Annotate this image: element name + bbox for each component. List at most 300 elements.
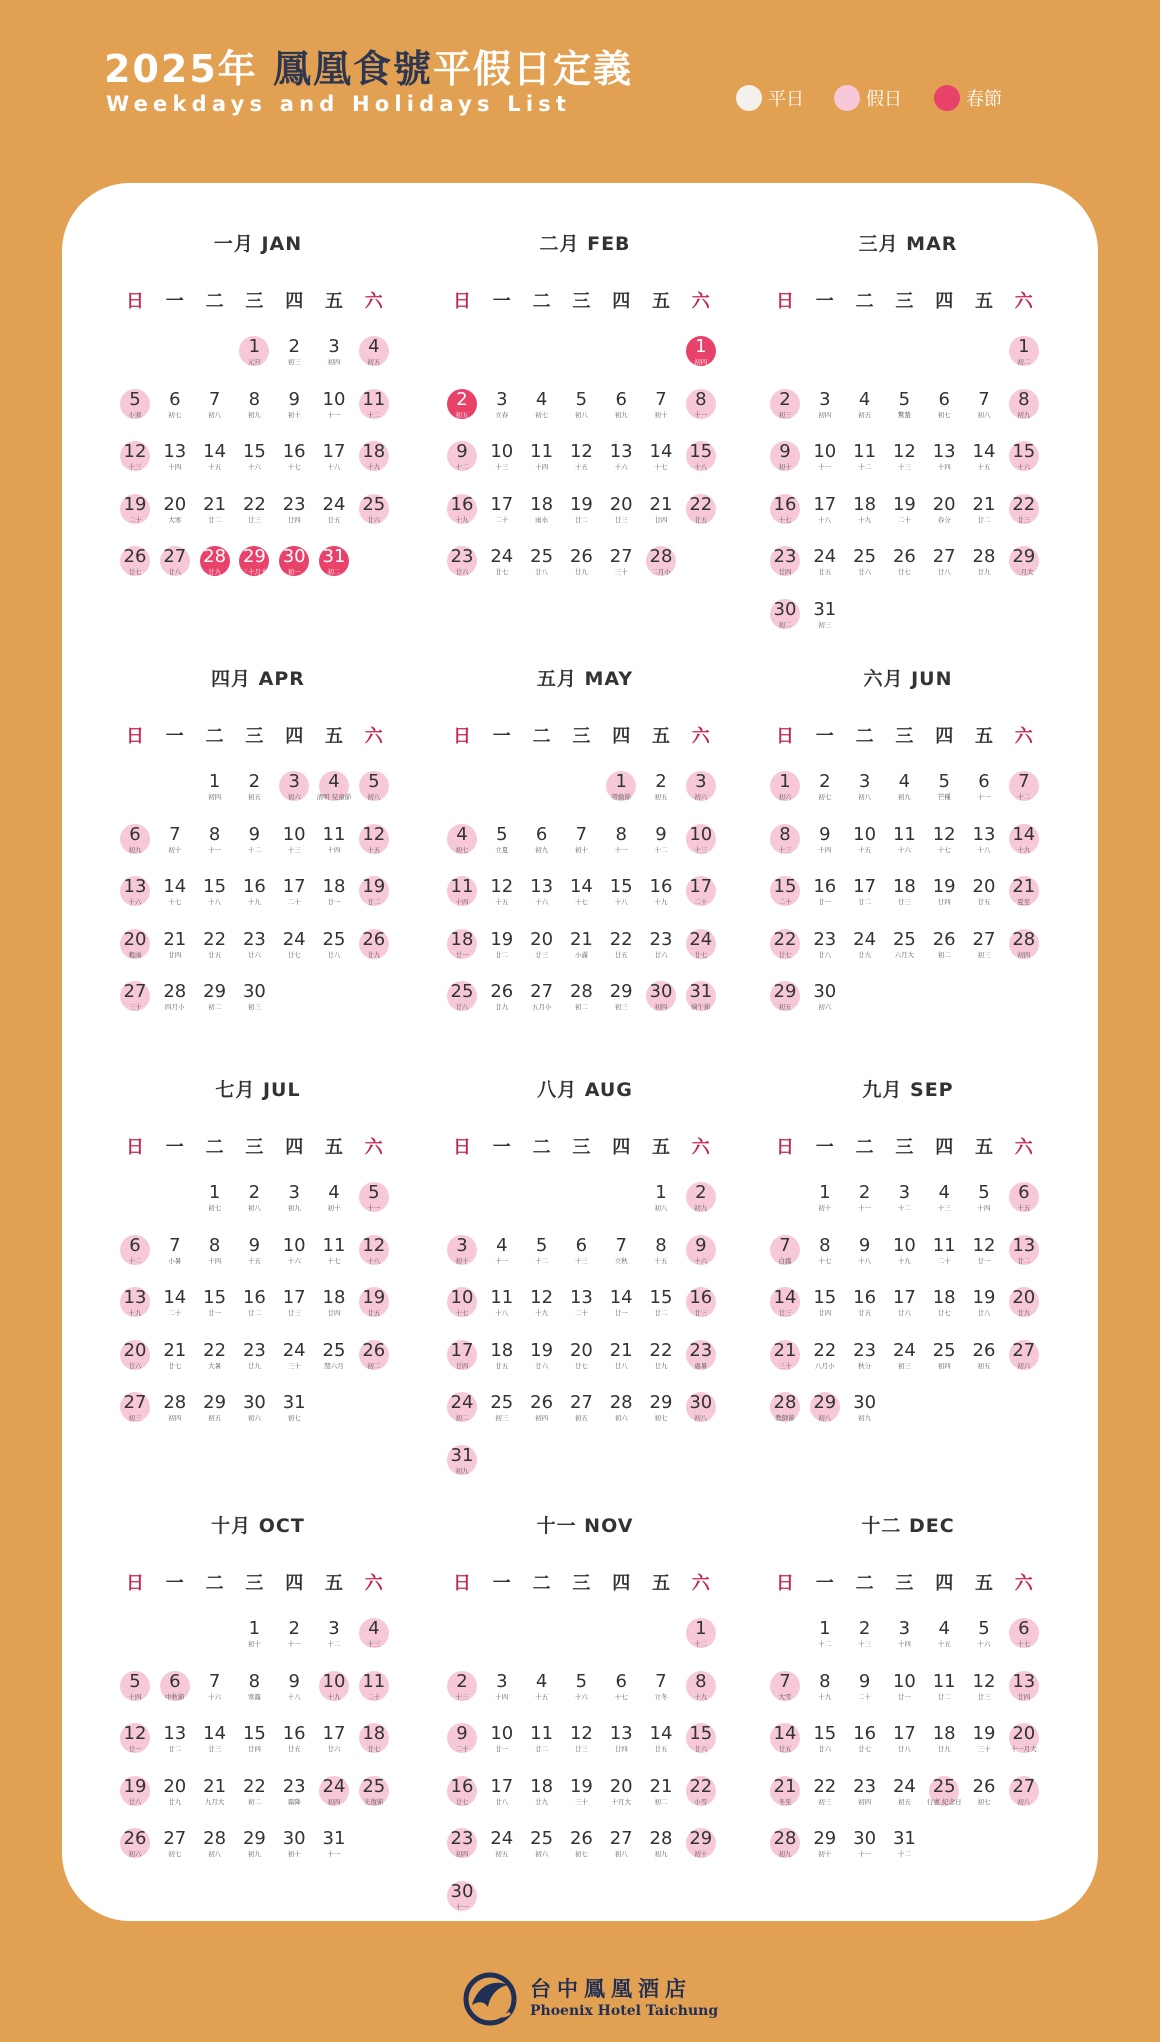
page-subtitle: Weekdays and Holidays List: [106, 92, 572, 116]
day-cell: [684, 1617, 718, 1651]
lunar-date: 初八: [654, 1204, 668, 1212]
day-cell: [118, 1670, 152, 1704]
day-number: 27: [609, 1828, 633, 1849]
day-number: 13: [530, 876, 554, 897]
day-cell: [927, 440, 961, 474]
day-number: 23: [689, 1339, 713, 1361]
lunar-date: 廿八: [327, 950, 341, 959]
day-cell: [277, 545, 311, 579]
day-cell: [564, 875, 598, 909]
lunar-date: 十八: [694, 463, 708, 471]
day-number: 29: [813, 1828, 837, 1849]
lunar-date: 十九: [128, 1309, 142, 1317]
day-cell: [967, 823, 1001, 857]
day-number: 17: [282, 1287, 306, 1308]
day-cell: [808, 1234, 842, 1268]
day-number: 7: [575, 823, 588, 845]
lunar-date: 十一月大: [1010, 1745, 1037, 1753]
day-cell: [604, 875, 638, 909]
lunar-date: 廿四: [778, 568, 792, 576]
day-number: 1: [819, 1618, 831, 1639]
lunar-date: 廿六: [128, 1361, 142, 1370]
day-number: 12: [972, 1670, 996, 1692]
day-cell: [927, 1181, 961, 1215]
day-number: 21: [163, 1339, 187, 1361]
day-number: 12: [932, 823, 956, 845]
lunar-date: 初六: [614, 1414, 628, 1422]
day-cell: [808, 493, 842, 527]
day-number: 4: [535, 388, 548, 410]
day-cell: [445, 440, 479, 474]
lunar-date: 廿九: [858, 950, 872, 959]
day-cell: [808, 545, 842, 579]
day-number: 16: [282, 1723, 306, 1744]
day-cell: [887, 545, 921, 579]
lunar-date: 廿三: [778, 1309, 792, 1317]
day-cell: [118, 1775, 152, 1809]
lunar-date: 初九: [535, 845, 549, 854]
day-number: 23: [813, 928, 837, 950]
day-cell: [357, 1670, 391, 1704]
day-cell: [317, 1181, 351, 1215]
day-cell: [684, 1286, 718, 1320]
day-cell: [118, 1391, 152, 1425]
day-cell: [118, 1286, 152, 1320]
weekday-label: 六: [691, 1137, 710, 1158]
day-cell: [887, 1286, 921, 1320]
weekday-label: 四: [612, 291, 631, 312]
day-number: 28: [569, 981, 593, 1002]
day-number: 28: [649, 546, 673, 567]
lunar-date: 初五: [208, 1414, 222, 1422]
day-cell: [644, 1670, 678, 1704]
lunar-date: 十七: [327, 1256, 341, 1265]
lunar-date: 十三: [937, 1204, 951, 1212]
lunar-date: 十七: [455, 1309, 469, 1317]
lunar-date: 十三: [367, 1640, 381, 1648]
weekday-label: 一: [492, 726, 511, 747]
day-number: 7: [169, 823, 181, 845]
lunar-date: 廿八: [455, 1003, 469, 1011]
phoenix-logo-icon: [458, 1965, 522, 2029]
lunar-date: 初六: [778, 793, 792, 801]
lunar-date: 廿三: [247, 515, 261, 524]
day-cell: [1007, 440, 1041, 474]
day-number: 2: [456, 388, 468, 410]
lunar-date: 初六: [694, 793, 708, 801]
weekday-label: 四: [612, 1137, 631, 1158]
lunar-date: 廿八: [128, 1797, 142, 1806]
lunar-date: 十二: [455, 463, 469, 471]
day-number: 10: [322, 1670, 346, 1692]
day-number: 8: [695, 388, 707, 410]
day-number: 13: [972, 823, 996, 845]
day-number: 1: [819, 1182, 831, 1203]
day-cell: [198, 928, 232, 962]
day-number: 19: [892, 493, 916, 515]
day-number: 12: [490, 876, 514, 897]
weekday-label: 二: [205, 291, 224, 312]
day-number: 15: [689, 1723, 713, 1744]
day-number: 3: [288, 1182, 300, 1203]
day-number: 18: [932, 1723, 956, 1744]
lunar-date: 初九: [778, 1850, 792, 1858]
weekday-label: 日: [776, 726, 794, 747]
lunar-date: 廿一: [614, 1309, 628, 1317]
month-block: [449, 205, 721, 625]
day-number: 15: [813, 1287, 837, 1308]
day-cell: [525, 980, 559, 1014]
day-cell: [277, 928, 311, 962]
lunar-date: 廿一: [128, 1745, 142, 1753]
weekday-label: 三: [245, 291, 264, 312]
month-title: 四月 APR: [211, 668, 305, 690]
day-number: 9: [248, 1234, 261, 1256]
day-number: 18: [892, 876, 916, 897]
day-cell: [564, 980, 598, 1014]
day-number: 24: [892, 1339, 916, 1361]
day-number: 17: [689, 876, 713, 897]
lunar-date: 初七: [535, 410, 549, 419]
day-cell: [277, 1617, 311, 1651]
day-number: 4: [328, 771, 340, 792]
lunar-date: 十九: [367, 463, 381, 471]
day-number: 13: [163, 1723, 187, 1744]
title-rest: 平假日定義: [433, 47, 634, 91]
lunar-date: 十二: [818, 1640, 832, 1648]
weekday-label: 日: [126, 726, 144, 747]
day-cell: [808, 1286, 842, 1320]
day-cell: [644, 1181, 678, 1215]
lunar-date: 三十: [614, 568, 628, 576]
lunar-date: 二十: [455, 1745, 469, 1753]
lunar-date: 二十: [937, 1256, 951, 1265]
weekday-label: 六: [364, 1137, 383, 1158]
day-number: 14: [773, 1723, 797, 1744]
day-number: 7: [208, 388, 221, 410]
weekday-label: 日: [453, 726, 471, 747]
lunar-date: 二十: [128, 515, 142, 524]
day-number: 11: [932, 1670, 956, 1692]
day-number: 25: [450, 981, 474, 1002]
lunar-date: 十九: [654, 898, 668, 906]
day-number: 1: [208, 1182, 221, 1203]
day-cell: [237, 1670, 271, 1704]
lunar-date: 二十: [778, 898, 792, 906]
day-cell: [564, 1391, 598, 1425]
day-cell: [927, 1234, 961, 1268]
month-title: 一月 JAN: [213, 233, 303, 255]
day-cell: [644, 440, 678, 474]
weekday-label: 四: [285, 1573, 304, 1594]
day-number: 21: [203, 493, 227, 515]
day-cell: [525, 545, 559, 579]
day-cell: [808, 980, 842, 1014]
day-number: 22: [649, 1339, 673, 1361]
day-number: 25: [362, 493, 386, 515]
lunar-date: 元旦: [247, 358, 261, 366]
day-cell: [277, 1286, 311, 1320]
day-number: 15: [689, 441, 713, 462]
lunar-date: 初九: [897, 793, 911, 801]
day-number: 9: [655, 823, 667, 845]
day-number: 18: [362, 441, 386, 462]
day-cell: [198, 440, 232, 474]
lunar-date: 初九: [287, 1204, 301, 1212]
day-cell: [198, 1181, 232, 1215]
day-number: 16: [450, 493, 474, 515]
lunar-date: 十五: [858, 845, 872, 854]
day-cell: [808, 1617, 842, 1651]
lunar-date: 勞動節: [611, 793, 631, 801]
lunar-date: 霜降: [287, 1797, 301, 1806]
weekday-label: 三: [572, 1573, 591, 1594]
day-cell: [158, 1234, 192, 1268]
day-cell: [768, 1722, 802, 1756]
day-number: 12: [123, 441, 147, 462]
day-cell: [848, 1775, 882, 1809]
lunar-date: 初三: [897, 1361, 911, 1370]
day-number: 13: [123, 876, 147, 897]
lunar-date: 初五: [574, 1414, 588, 1422]
day-number: 18: [450, 928, 474, 950]
lunar-date: 十三: [495, 463, 509, 471]
day-cell: [158, 493, 192, 527]
day-cell: [357, 1286, 391, 1320]
lunar-date: 初十: [654, 410, 668, 419]
day-number: 22: [1012, 493, 1036, 515]
day-number: 30: [282, 546, 306, 567]
day-cell: [158, 928, 192, 962]
lunar-date: 廿五: [287, 1745, 301, 1753]
day-number: 26: [972, 1775, 996, 1797]
lunar-date: 初四: [455, 1850, 469, 1858]
day-cell: [768, 440, 802, 474]
day-number: 14: [203, 441, 227, 462]
day-cell: [445, 388, 479, 422]
weekday-label: 三: [895, 726, 914, 747]
lunar-date: 初十: [168, 845, 182, 854]
day-number: 2: [779, 388, 791, 410]
weekday-label: 四: [612, 726, 631, 747]
day-cell: [848, 770, 882, 804]
day-number: 28: [203, 1828, 227, 1849]
weekday-label: 三: [245, 726, 264, 747]
lunar-date: 廿五: [208, 950, 222, 959]
day-cell: [485, 388, 519, 422]
day-cell: [887, 493, 921, 527]
lunar-date: 十七: [937, 845, 951, 854]
day-number: 6: [1018, 1618, 1030, 1639]
lunar-date: 二十: [694, 898, 708, 906]
lunar-date: 初六: [128, 1850, 142, 1858]
lunar-date: 十三: [455, 1692, 469, 1701]
day-number: 12: [362, 823, 386, 845]
weekday-label: 一: [492, 1573, 511, 1594]
day-number: 30: [450, 1880, 474, 1902]
lunar-date: 廿六: [367, 515, 381, 524]
day-cell: [604, 980, 638, 1014]
day-cell: [768, 493, 802, 527]
day-number: 6: [129, 823, 141, 845]
day-number: 29: [813, 1392, 837, 1413]
month-block: [122, 1051, 394, 1471]
day-cell: [317, 1670, 351, 1704]
lunar-date: 十二: [247, 845, 261, 854]
day-number: 31: [450, 1444, 474, 1466]
day-cell: [768, 770, 802, 804]
day-cell: [564, 1286, 598, 1320]
lunar-date: 十七: [614, 1692, 628, 1701]
day-number: 10: [282, 823, 306, 845]
lunar-date: 初四: [858, 1797, 872, 1806]
day-number: 14: [569, 876, 593, 897]
lunar-date: 十九: [858, 515, 872, 524]
day-cell: [445, 1827, 479, 1861]
day-cell: [644, 493, 678, 527]
day-cell: [967, 928, 1001, 962]
day-cell: [485, 823, 519, 857]
lunar-date: 初八: [694, 1414, 708, 1422]
day-number: 21: [649, 1775, 673, 1797]
lunar-date: 初七: [977, 1797, 991, 1806]
hotel-name-en: Phoenix Hotel Taichung: [530, 2003, 719, 2019]
day-cell: [237, 823, 271, 857]
day-cell: [357, 823, 391, 857]
lunar-date: 廿五: [977, 898, 991, 906]
day-cell: [277, 1234, 311, 1268]
day-number: 26: [490, 981, 514, 1002]
lunar-date: 二十: [897, 515, 911, 524]
lunar-date: 初八: [977, 410, 991, 419]
lunar-date: 十八: [287, 1692, 301, 1701]
lunar-date: 十三: [128, 463, 142, 471]
day-number: 24: [853, 928, 877, 950]
day-cell: [317, 1775, 351, 1809]
day-number: 20: [1012, 1723, 1036, 1744]
day-number: 23: [853, 1775, 877, 1797]
day-number: 10: [450, 1287, 474, 1308]
day-number: 9: [858, 1670, 871, 1692]
day-cell: [768, 1827, 802, 1861]
day-number: 27: [530, 981, 554, 1002]
lunar-date: 初七: [208, 1204, 222, 1212]
day-number: 19: [569, 1775, 593, 1797]
day-cell: [887, 770, 921, 804]
weekday-label: 六: [691, 291, 710, 312]
weekday-label: 三: [895, 291, 914, 312]
lunar-date: 廿六: [535, 1361, 549, 1370]
day-cell: [277, 1827, 311, 1861]
day-number: 9: [779, 441, 791, 462]
lunar-date: 十七: [818, 1256, 832, 1265]
day-cell: [198, 1286, 232, 1320]
lunar-date: 廿五: [367, 1309, 381, 1317]
month-title: 六月 JUN: [863, 668, 953, 690]
day-cell: [644, 1286, 678, 1320]
day-cell: [525, 823, 559, 857]
lunar-date: 初二: [778, 620, 792, 629]
weekday-label: 日: [126, 1573, 144, 1594]
day-number: 22: [813, 1339, 837, 1361]
lunar-date: 九月大: [204, 1797, 225, 1806]
day-number: 25: [853, 546, 877, 567]
lunar-date: 初八: [367, 793, 381, 801]
lunar-date: 初二: [1017, 358, 1031, 366]
day-number: 14: [163, 1287, 187, 1308]
weekday-label: 日: [453, 1137, 471, 1158]
day-number: 13: [569, 1287, 593, 1308]
day-cell: [808, 1722, 842, 1756]
lunar-date: 廿二: [208, 515, 222, 524]
day-cell: [808, 440, 842, 474]
day-cell: [445, 928, 479, 962]
lunar-date: 初九: [455, 1466, 469, 1475]
day-cell: [357, 770, 391, 804]
lunar-date: 冬至: [778, 1797, 792, 1806]
day-number: 21: [972, 493, 996, 515]
day-number: 27: [932, 546, 956, 567]
lunar-date: 廿五: [818, 568, 832, 576]
day-number: 7: [615, 1234, 627, 1256]
day-number: 12: [569, 1723, 593, 1744]
lunar-date: 初八: [208, 410, 222, 419]
day-cell: [604, 823, 638, 857]
day-cell: [848, 1339, 882, 1373]
lunar-date: 小雪: [694, 1797, 708, 1806]
day-number: 20: [163, 493, 187, 515]
day-number: 19: [362, 876, 386, 897]
lunar-date: 廿六: [897, 1309, 911, 1317]
weekday-label: 二: [855, 726, 874, 747]
day-cell: [564, 1722, 598, 1756]
lunar-date: 初十: [818, 1204, 832, 1212]
day-cell: [1007, 1181, 1041, 1215]
lunar-date: 初二: [327, 568, 341, 576]
day-number: 5: [978, 1618, 990, 1639]
weekday-label: 四: [935, 1137, 954, 1158]
lunar-date: 廿二: [367, 898, 381, 906]
day-cell: [485, 1670, 519, 1704]
lunar-date: 廿二: [654, 1309, 668, 1317]
day-cell: [927, 928, 961, 962]
lunar-date: 廿三: [977, 1692, 991, 1701]
lunar-date: 廿九: [1017, 1309, 1031, 1317]
day-cell: [237, 388, 271, 422]
day-number: 26: [362, 1339, 386, 1361]
day-cell: [277, 1339, 311, 1373]
lunar-date: 初十: [574, 845, 588, 854]
day-number: 3: [695, 771, 707, 792]
lunar-date: 初四: [535, 1414, 549, 1422]
day-number: 1: [615, 771, 627, 792]
lunar-date: 廿一: [208, 1309, 222, 1317]
day-number: 30: [242, 981, 266, 1002]
day-cell: [237, 770, 271, 804]
day-number: 30: [773, 598, 797, 620]
day-cell: [604, 1286, 638, 1320]
day-cell: [445, 980, 479, 1014]
lunar-date: 初七: [818, 793, 832, 801]
lunar-date: 十二: [128, 1256, 142, 1265]
day-number: 7: [779, 1670, 791, 1692]
lunar-date: 初六: [287, 793, 301, 801]
lunar-date: 中秋節: [165, 1692, 185, 1701]
day-number: 9: [456, 1723, 468, 1744]
day-number: 19: [123, 493, 147, 515]
lunar-date: 三月大: [1014, 568, 1034, 576]
lunar-date: 大寒: [168, 515, 182, 524]
